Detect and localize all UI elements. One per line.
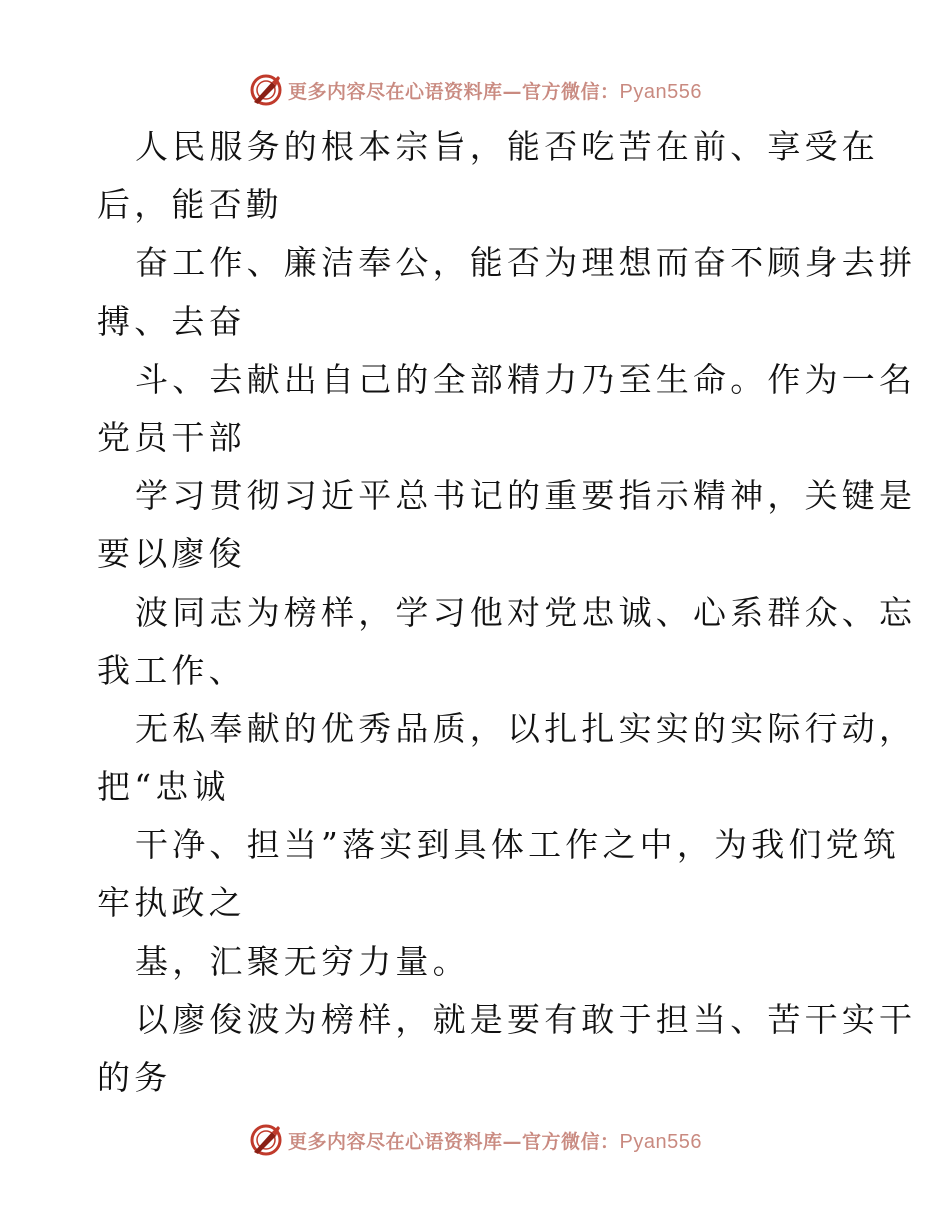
text-line: 牢执政之 [97,883,246,923]
text-line: 基，汇聚无穷力量。 [135,941,470,981]
pen-logo-icon [248,1122,284,1158]
banner-text: 更多内容尽在心语资料库—官方微信：Pyan556 [288,1130,702,1153]
text-line: 奋工作、廉洁奉公，能否为理想而奋不顾身去拼 [135,243,917,283]
text-line: 把“忠诚 [97,767,230,807]
header-banner [0,70,950,110]
text-line: 要以廖俊 [97,534,246,574]
banner-wechat-id: Pyan556 [619,80,702,103]
banner-text: 更多内容尽在心语资料库—官方微信：Pyan556 [288,80,702,103]
document-body [97,118,917,1107]
text-line: 干净、担当”落实到具体工作之中，为我们党筑 [135,825,901,865]
text-line: 无私奉献的优秀品质，以扎扎实实的实际行动， [135,708,917,748]
text-line: 党员干部 [97,417,246,457]
text-line: 波同志为榜样，学习他对党忠诚、心系群众、忘 [135,592,917,632]
footer-banner [0,1120,950,1160]
text-line: 我工作、 [97,650,246,690]
text-line: 后，能否勤 [97,185,283,225]
text-line: 以廖俊波为榜样，就是要有敢于担当、苦干实干 [135,999,917,1039]
text-line: 搏、去奋 [97,301,246,341]
text-line: 斗、去献出自己的全部精力乃至生命。作为一名 [135,359,917,399]
text-line: 学习贯彻习近平总书记的重要指示精神，关键是 [135,476,917,516]
text-line: 的务 [97,1058,172,1097]
text-line: 人民服务的根本宗旨，能否吃苦在前、享受在 [135,127,879,166]
banner-wechat-id: Pyan556 [619,1130,702,1153]
pen-logo-icon [248,72,284,108]
